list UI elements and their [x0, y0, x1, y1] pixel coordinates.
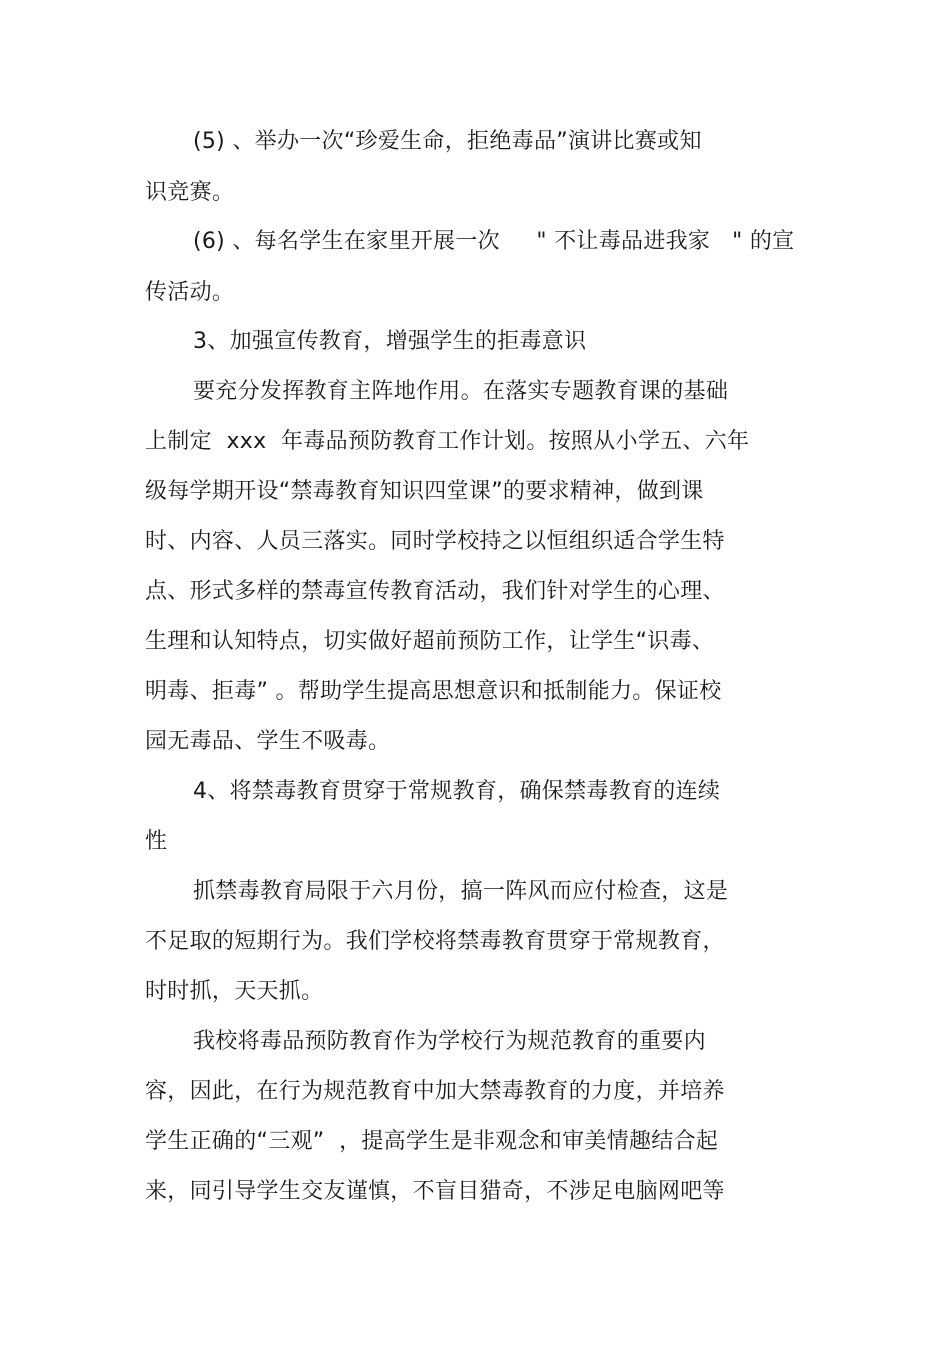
text-line: 生理和认知特点，切实做好超前预防工作，让学生“识毒、 — [145, 629, 715, 654]
text-line: 上制定 xxx 年毒品预防教育工作计划。按照从小学五、六年 — [145, 429, 750, 454]
text-line: 点、形式多样的禁毒宣传教育活动，我们针对学生的心理、 — [145, 579, 725, 604]
text-line: (6) 、每名学生在家里开展一次 " 不让毒品进我家 " 的宣 — [193, 229, 795, 254]
text-line: 明毒、拒毒” 。帮助学生提高思想意识和抵制能力。保证校 — [145, 679, 722, 704]
text-line: 识竞赛。 — [145, 180, 235, 205]
text-line: 级每学期开设“禁毒教育知识四堂课”的要求精神，做到课 — [145, 479, 704, 504]
text-line: 不足取的短期行为。我们学校将禁毒教育贯穿于常规教育， — [145, 929, 725, 954]
text-line: (5) 、举办一次“珍爱生命，拒绝毒品”演讲比赛或知 — [193, 129, 702, 154]
text-line: 园无毒品、学生不吸毒。 — [145, 729, 391, 754]
section-heading: 4、将禁毒教育贯穿于常规教育，确保禁毒教育的连续 — [193, 779, 721, 804]
text-line: 时、内容、人员三落实。同时学校持之以恒组织适合学生特 — [145, 529, 725, 554]
section-heading: 3、加强宣传教育，增强学生的拒毒意识 — [193, 329, 587, 354]
text-line: 抓禁毒教育局限于六月份，搞一阵风而应付检查，这是 — [193, 879, 729, 904]
text-line: 时时抓，天天抓。 — [145, 979, 324, 1004]
text-line: 来，同引导学生交友谨慎，不盲目猎奇，不涉足电脑网吧等 — [145, 1179, 725, 1204]
text-line: 传活动。 — [145, 280, 235, 305]
text-line: 容，因此，在行为规范教育中加大禁毒教育的力度，并培养 — [145, 1079, 725, 1104]
text-line: 要充分发挥教育主阵地作用。在落实专题教育课的基础 — [193, 379, 729, 404]
text-line: 学生正确的“三观” ，提高学生是非观念和审美情趣结合起 — [145, 1129, 719, 1154]
text-line: 我校将毒品预防教育作为学校行为规范教育的重要内 — [193, 1029, 706, 1054]
text-line: 性 — [145, 829, 168, 854]
